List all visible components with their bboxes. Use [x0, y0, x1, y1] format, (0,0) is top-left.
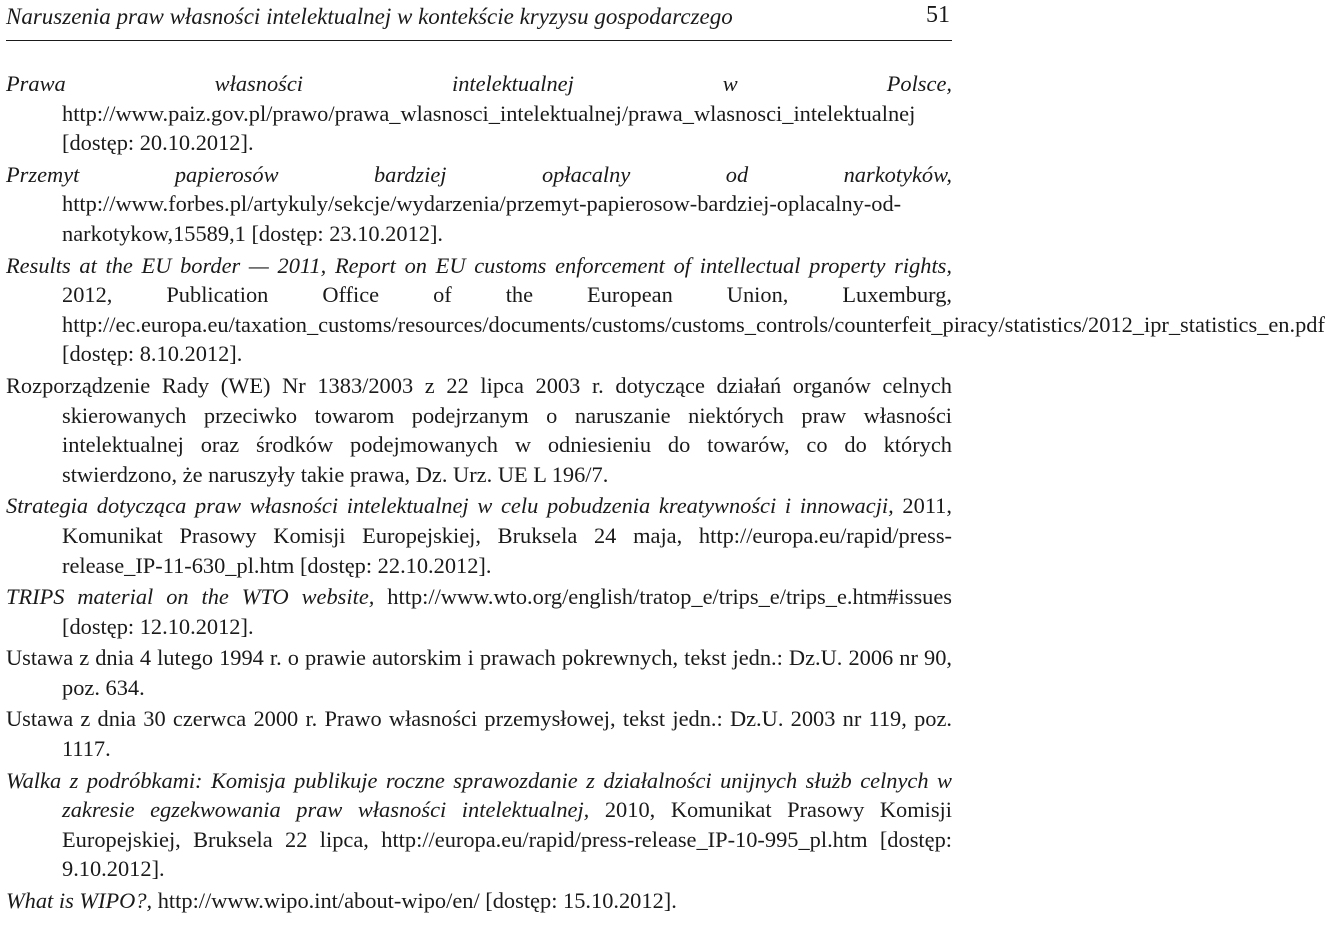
entry-title: Przemyt papierosów bardziej opłacalny od narkotyków,	[6, 161, 952, 187]
entry-title: Walka z podróbkami: Komisja publikuje roczne sprawozdanie z działalności unijnych służb celnych w zakresie egzekwowania praw własności intelektualnej,	[6, 767, 952, 823]
bibliography-entry	[6, 251, 1325, 369]
bibliography-entry	[6, 886, 952, 916]
entry-details: http://www.paiz.gov.pl/prawo/prawa_wlasnosci_intelektualnej/prawa_wlasnosci_intelektualnej [dostęp: 20.10.2012].	[62, 100, 916, 156]
entry-details: 2012, Publication Office of the European Union, Luxemburg, http://ec.europa.eu/taxation_customs/resources/documents/customs/customs_controls/counterfeit_piracy/statistics/2012_ipr_statistics_en.pdf [dostęp: 8.10.2012].	[62, 282, 1325, 367]
bibliography-entry	[6, 582, 952, 641]
bibliography-entry	[6, 160, 952, 249]
entry-title: What is WIPO?,	[6, 888, 153, 914]
bibliography-list	[6, 69, 1325, 916]
running-header	[6, 0, 952, 41]
entry-details: http://www.wipo.int/about-wipo/en/ [dostęp: 15.10.2012].	[152, 888, 677, 914]
bibliography-entry	[6, 69, 952, 158]
bibliography-entry	[6, 371, 952, 489]
entry-details: Ustawa z dnia 30 czerwca 2000 r. Prawo własności przemysłowej, tekst jedn.: Dz.U. 2003 nr 119, poz. 1117.	[6, 706, 952, 762]
entry-details: Rozporządzenie Rady (WE) Nr 1383/2003 z 22 lipca 2003 r. dotyczące działań organów celnych skierowanych przeciwko towarom podejrzanym o naruszanie niektórych praw własności intelektualnej oraz środków podejmowanych w odniesieniu do towarów, co do których stwierdzono, że naruszyły takie prawa, Dz. Urz. UE L 196/7.	[6, 372, 952, 487]
bibliography-entry	[6, 643, 952, 702]
bibliography-entry	[6, 491, 952, 580]
entry-title: Prawa własności intelektualnej w Polsce,	[6, 71, 952, 96]
entry-details: Ustawa z dnia 4 lutego 1994 r. o prawie autorskim i prawach pokrewnych, tekst jedn.: Dz.U. 2006 nr 90, poz. 634.	[6, 645, 952, 700]
entry-details: 2010, Komunikat Prasowy Komisji Europejskiej, Bruksela 22 lipca, http://europa.eu/rapid/press-release_IP-10-995_pl.htm [dostęp: 9.10.2012].	[62, 797, 952, 882]
entry-title: Results at the EU border — 2011, Report on EU customs enforcement of intellectual property rights,	[6, 252, 952, 278]
page-number: 51	[926, 2, 950, 28]
entry-details: http://www.wto.org/english/tratop_e/trips_e/trips_e.htm#issues [dostęp: 12.10.2012].	[62, 584, 953, 639]
bibliography-entry	[6, 704, 952, 763]
running-header-title: Naruszenia praw własności intelektualnej w kontekście kryzysu gospodarczego	[6, 4, 733, 29]
entry-title: Strategia dotycząca praw własności intelektualnej w celu pobudzenia kreatywności i innowacji,	[6, 493, 894, 519]
entry-details: http://www.forbes.pl/artykuly/sekcje/wydarzenia/przemyt-papierosow-bardziej-oplacalny-od-narkotykow,15589,1 [dostęp: 23.10.2012].	[62, 191, 902, 246]
entry-details: 2011, Komunikat Prasowy Komisji Europejskiej, Bruksela 24 maja, http://europa.eu/rapid/press-release_IP-11-630_pl.htm [dostęp: 22.10.2012].	[62, 493, 952, 578]
bibliography-entry	[6, 766, 952, 884]
entry-title: TRIPS material on the WTO website,	[6, 584, 375, 610]
